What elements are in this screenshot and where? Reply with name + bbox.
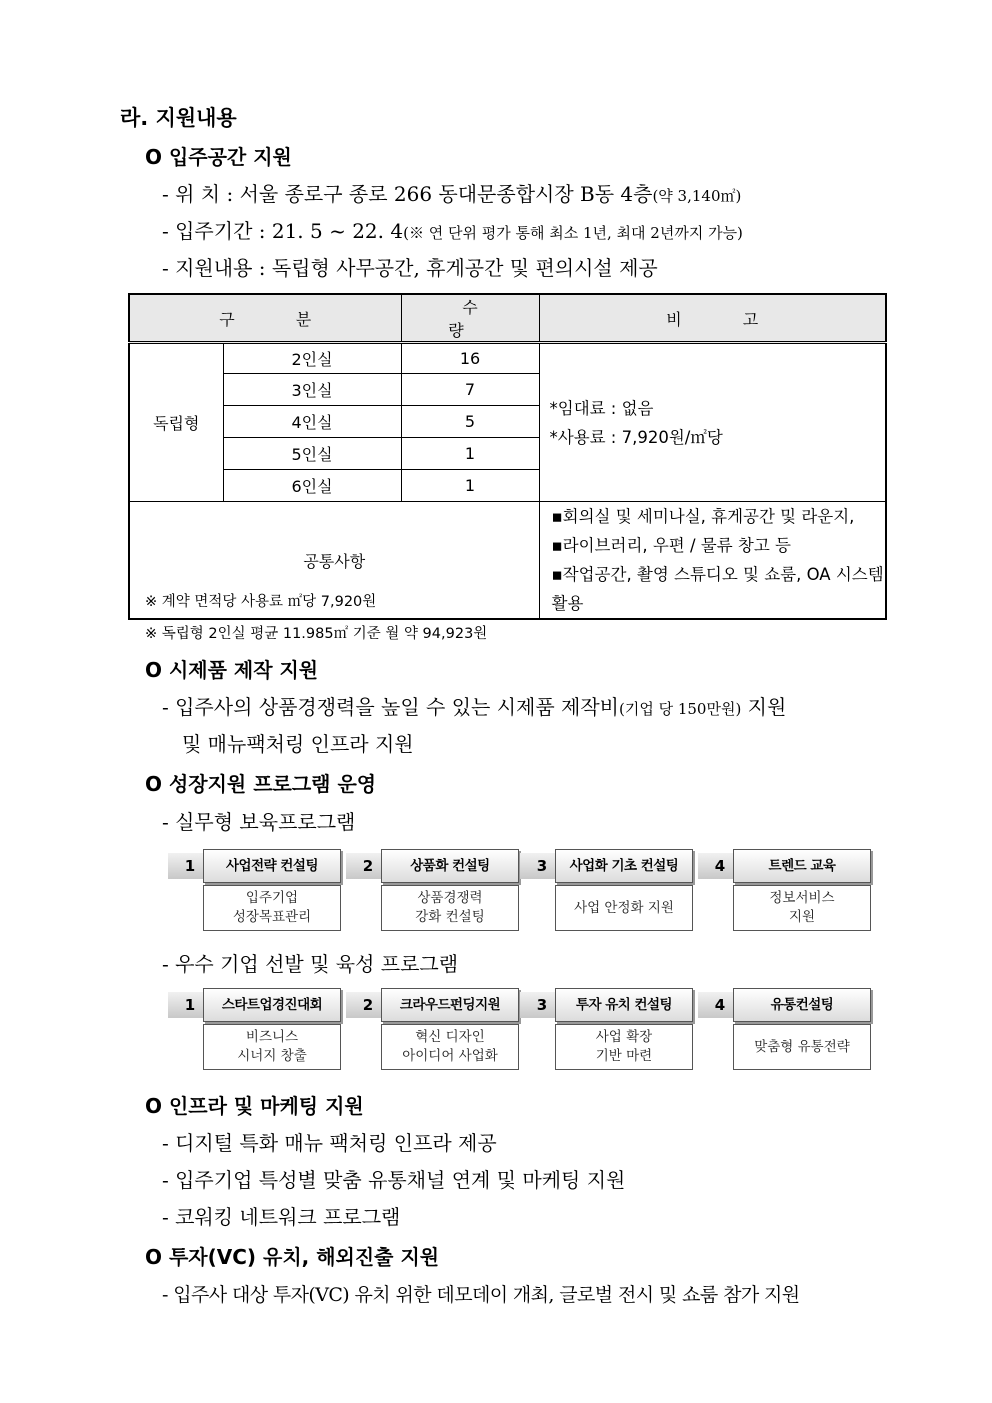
step-title: 크라우드펀딩지원 (381, 988, 519, 1022)
room-type: 5인실 (223, 438, 401, 470)
prototype-amount: (기업 당 150만원) (618, 700, 742, 718)
step-title: 사업전략 컨설팅 (203, 849, 341, 883)
room-qty: 1 (401, 470, 539, 502)
header-remarks: 비 고 (539, 294, 886, 343)
step-desc-line: 지원 (788, 909, 816, 925)
step-desc (203, 1024, 341, 1070)
room-type: 4인실 (223, 406, 401, 438)
growth-heading: O 성장지원 프로그램 운영 (145, 772, 377, 796)
common-label: 공통사항 (129, 502, 539, 620)
step-number: 2 (362, 857, 374, 875)
room-qty: 1 (401, 438, 539, 470)
common-item: ▪회의실 및 세미나실, 휴게공간 및 라운지, (551, 507, 855, 526)
table-header-row (129, 294, 886, 343)
step-desc-line: 사업 확장 (595, 1029, 653, 1045)
room-type: 3인실 (223, 374, 401, 406)
program2-steps (168, 988, 870, 1070)
step-desc-line: 혁신 디자인 (415, 1029, 485, 1045)
program1-step (346, 849, 520, 931)
step-title: 유통컨설팅 (733, 988, 871, 1022)
step-desc-line: 아이디어 사업화 (402, 1048, 498, 1064)
step-desc (733, 1024, 871, 1070)
remarks-cell (539, 343, 886, 502)
step-number: 4 (714, 996, 726, 1014)
step-desc (555, 885, 693, 931)
period-note: (※ 연 단위 평가 통해 최소 1년, 최대 2년까지 가능) (403, 224, 743, 242)
step-desc-line: 사업 안정화 지원 (574, 899, 674, 916)
step-desc (733, 885, 871, 931)
infra-item: - 코워킹 네트워크 프로그램 (162, 1205, 401, 1229)
program1-step (698, 849, 872, 931)
invest-item: - 입주사 대상 투자(VC) 유치 위한 데모데이 개최, 글로벌 전시 및 쇼룸 참가 지원 (162, 1284, 800, 1306)
invest-heading: O 투자(VC) 유치, 해외진출 지원 (145, 1245, 440, 1269)
growth-sub1: - 실무형 보육프로그램 (162, 810, 356, 834)
step-number: 1 (184, 996, 196, 1014)
space-table (128, 293, 887, 620)
prototype-line1 (162, 691, 786, 720)
step-title: 상품화 컨설팅 (381, 849, 519, 883)
program2-step (520, 988, 694, 1070)
step-desc-line: 입주기업 (245, 890, 299, 906)
room-qty: 7 (401, 374, 539, 406)
step-desc-line: 정보서비스 (769, 890, 835, 906)
header-category: 구 분 (129, 294, 401, 343)
step-desc (381, 1024, 519, 1070)
location-area: (약 3,140㎡) (652, 187, 742, 205)
note-fee: ※ 계약 면적당 사용료 ㎡당 7,920원 (145, 594, 377, 610)
infra-item: - 입주기업 특성별 맞춤 유통채널 연계 및 마케팅 지원 (162, 1168, 626, 1192)
period-line (162, 215, 743, 244)
growth-sub2: - 우수 기업 선발 및 육성 프로그램 (162, 952, 459, 976)
period-main: - 입주기간 : 21. 5 ~ 22. 4 (162, 219, 404, 243)
program2-step (346, 988, 520, 1070)
step-desc-line: 시너지 창출 (237, 1048, 307, 1064)
step-title: 트렌드 교육 (733, 849, 871, 883)
content-line: - 지원내용 : 독립형 사무공간, 휴게공간 및 편의시설 제공 (162, 256, 658, 280)
step-desc-line: 비즈니스 (245, 1029, 299, 1045)
step-number: 4 (714, 857, 726, 875)
step-desc (203, 885, 341, 931)
room-qty: 5 (401, 406, 539, 438)
common-cell (539, 502, 886, 620)
room-type: 2인실 (223, 343, 401, 374)
step-desc-line: 성장목표관리 (232, 909, 312, 925)
step-number: 1 (184, 857, 196, 875)
prototype-main: - 입주사의 상품경쟁력을 높일 수 있는 시제품 제작비 (162, 695, 619, 719)
program2-step (168, 988, 342, 1070)
infra-item: - 디지털 특화 매뉴 팩처링 인프라 제공 (162, 1131, 497, 1155)
common-item: ▪라이브러리, 우편 / 물류 창고 등 (551, 536, 791, 555)
prototype-line2: 및 매뉴팩처링 인프라 지원 (182, 732, 414, 756)
step-title: 사업화 기초 컨설팅 (555, 849, 693, 883)
step-title: 투자 유치 컨설팅 (555, 988, 693, 1022)
remark-rent: *임대료 : 없음 (549, 398, 654, 418)
step-number: 3 (536, 996, 548, 1014)
location-main: - 위 치 : 서울 종로구 종로 266 동대문종합시장 B동 4층 (162, 182, 653, 206)
room-qty: 16 (401, 343, 539, 374)
step-desc (381, 885, 519, 931)
step-number: 2 (362, 996, 374, 1014)
program1-step (168, 849, 342, 931)
table-row (129, 343, 886, 374)
type-label: 독립형 (129, 343, 223, 502)
infra-heading: O 인프라 및 마케팅 지원 (145, 1094, 364, 1118)
space-heading: O 입주공간 지원 (145, 145, 292, 169)
step-desc-line: 상품경쟁력 (417, 890, 483, 906)
step-desc-line: 기반 마련 (595, 1048, 653, 1064)
prototype-end: 지원 (741, 695, 787, 719)
room-type: 6인실 (223, 470, 401, 502)
location-line (162, 178, 741, 207)
step-desc (555, 1024, 693, 1070)
program2-step (698, 988, 872, 1070)
remark-fee: *사용료 : 7,920원/㎡당 (549, 427, 723, 447)
step-number: 3 (536, 857, 548, 875)
program1-step (520, 849, 694, 931)
section-title: 라. 지원내용 (120, 106, 237, 130)
step-title: 스타트업경진대회 (203, 988, 341, 1022)
program1-steps (168, 849, 870, 931)
common-item: ▪작업공간, 촬영 스튜디오 및 쇼룸, OA 시스템 활용 (551, 565, 884, 613)
header-quantity: 수 량 (401, 294, 539, 343)
step-desc-line: 강화 컨설팅 (415, 909, 485, 925)
note-average: ※ 독립형 2인실 평균 11.985㎡ 기준 월 약 94,923원 (145, 626, 488, 642)
step-desc-line: 맞춤형 유통전략 (754, 1038, 850, 1055)
prototype-heading: O 시제품 제작 지원 (145, 658, 319, 682)
